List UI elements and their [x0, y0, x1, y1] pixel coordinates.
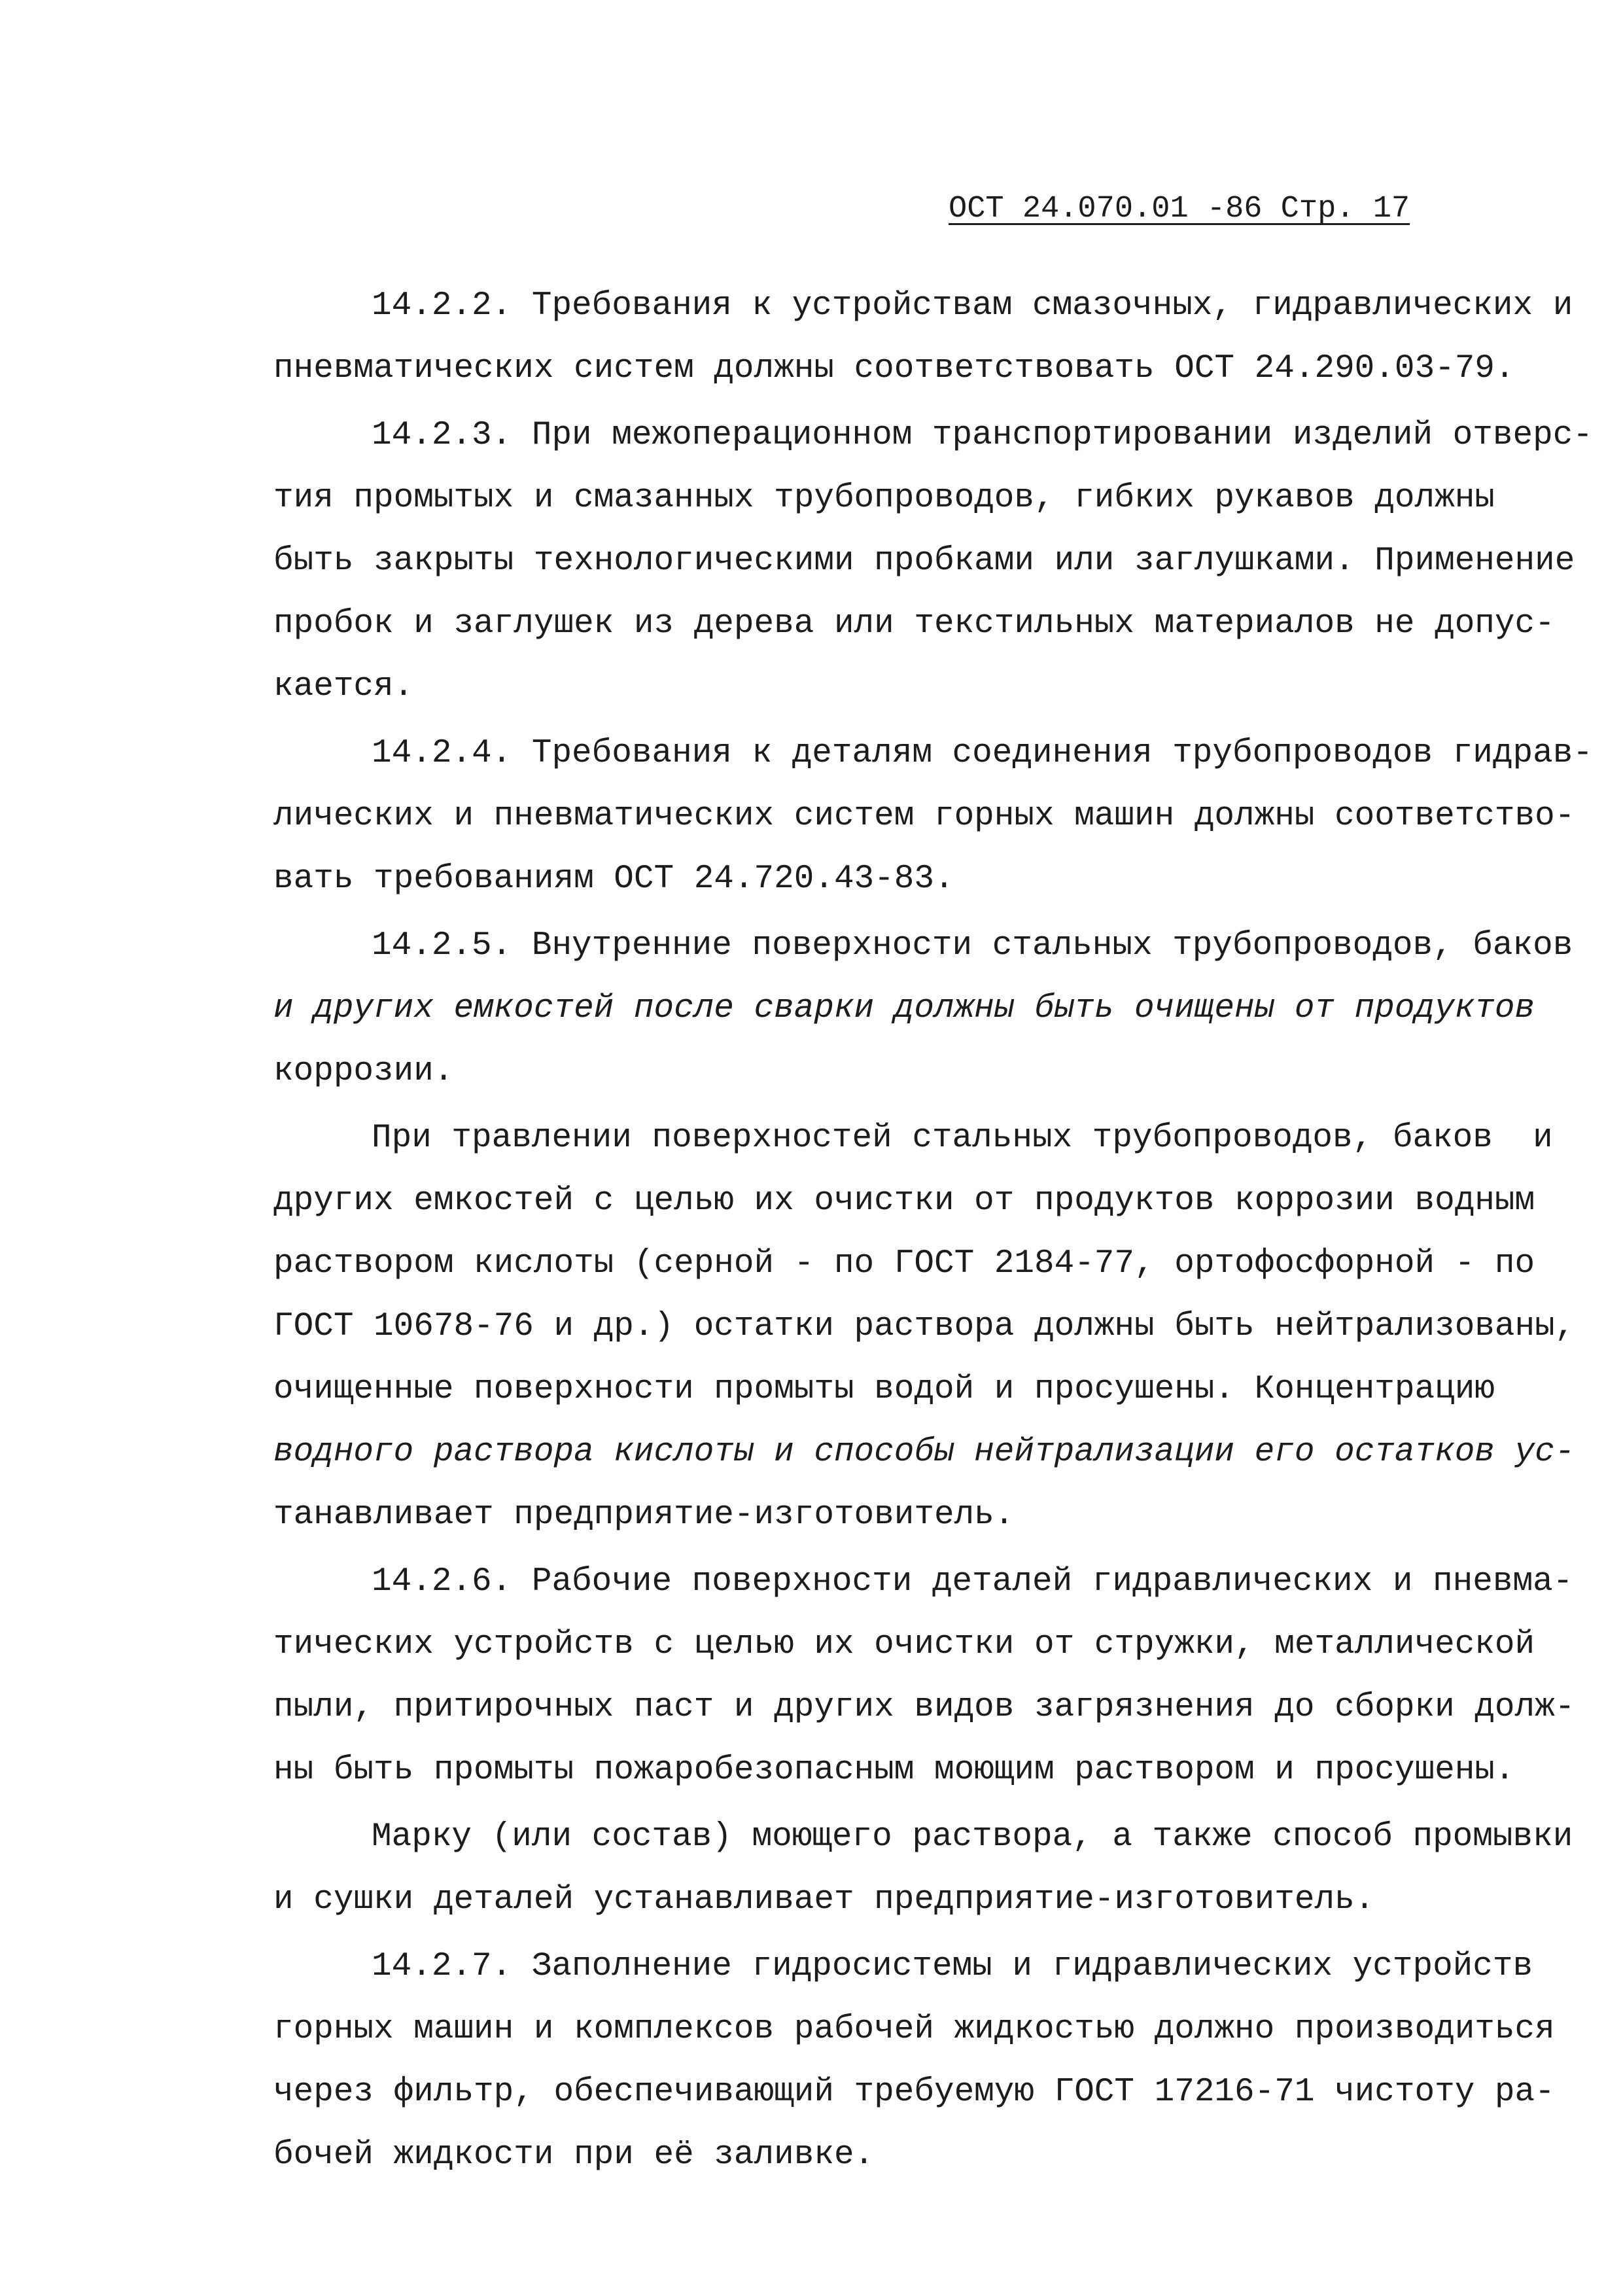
document-body — [273, 275, 1593, 2187]
text-line: бочей жидкости при её заливке. — [273, 2136, 875, 2174]
text-line: коррозии. — [273, 1053, 454, 1090]
text-line: 14.2.4. Требования к деталям соединения трубопроводов гидрав- — [372, 735, 1593, 772]
clause-14-2-4 — [273, 722, 1593, 911]
text-line: 14.2.3. При межоперационном транспортировании изделий отверс- — [372, 417, 1593, 454]
text-line: раствором кислоты (серной - по ГОСТ 2184-77, ортофосфорной - по — [273, 1245, 1535, 1282]
text-line: тических устройств с целью их очистки от стружки, металлической — [273, 1626, 1535, 1663]
text-line: вать требованиям ОСТ 24.720.43-83. — [273, 860, 954, 898]
text-line: водного раствора кислоты и способы нейтрализации его остатков ус- — [273, 1434, 1575, 1471]
text-line: быть закрыты технологическими пробками или заглушками. Применение — [273, 542, 1575, 580]
clause-14-2-6 — [273, 1551, 1575, 1802]
clause-14-2-2 — [273, 275, 1573, 400]
page-header-reference: ОСТ 24.070.01 -86 Стр. 17 — [949, 192, 1410, 226]
clause-14-2-7 — [273, 1935, 1555, 2187]
text-line: 14.2.6. Рабочие поверхности деталей гидравлических и пневма- — [372, 1563, 1573, 1600]
text-line: пневматических систем должны соответствовать ОСТ 24.290.03-79. — [273, 350, 1515, 387]
text-line: очищенные поверхности промыты водой и просушены. Концентрацию — [273, 1371, 1495, 1408]
text-line: других емкостей с целью их очистки от продуктов коррозии водным — [273, 1182, 1535, 1220]
text-line: При травлении поверхностей стальных трубопроводов, баков и — [372, 1120, 1553, 1157]
text-line: тия промытых и смазанных трубопроводов, гибких рукавов должны — [273, 480, 1495, 517]
text-line: 14.2.5. Внутренние поверхности стальных трубопроводов, баков — [372, 927, 1573, 964]
paragraph-brand — [273, 1806, 1573, 1932]
text-line: Марку (или состав) моющего раствора, а также способ промывки — [372, 1818, 1573, 1856]
clause-14-2-5 — [273, 915, 1573, 1103]
text-line: и сушки деталей устанавливает предприятие-изготовитель. — [273, 1881, 1375, 1918]
text-line: ны быть промыты пожаробезопасным моющим раствором и просушены. — [273, 1752, 1515, 1789]
text-line: 14.2.7. Заполнение гидросистемы и гидравлических устройств — [372, 1948, 1533, 1985]
text-line: кается. — [273, 668, 414, 705]
text-line: 14.2.2. Требования к устройствам смазочных, гидравлических и — [372, 287, 1573, 325]
text-line: и других емкостей после сварки должны быть очищены от продуктов — [273, 990, 1535, 1027]
text-line: горных машин и комплексов рабочей жидкостью должно производиться — [273, 2011, 1555, 2048]
text-line: ГОСТ 10678-76 и др.) остатки раствора должны быть нейтрализованы, — [273, 1308, 1575, 1345]
text-line: пыли, притирочных паст и других видов загрязнения до сборки долж- — [273, 1689, 1575, 1726]
text-line: танавливает предприятие-изготовитель. — [273, 1496, 1015, 1534]
text-line: пробок и заглушек из дерева или текстильных материалов не допус- — [273, 605, 1555, 643]
text-line: лических и пневматических систем горных машин должны соответство- — [273, 798, 1575, 835]
text-line: через фильтр, обеспечивающий требуемую ГОСТ 17216-71 чистоту ра- — [273, 2074, 1555, 2111]
clause-14-2-3 — [273, 404, 1593, 718]
paragraph-etching — [273, 1107, 1575, 1547]
